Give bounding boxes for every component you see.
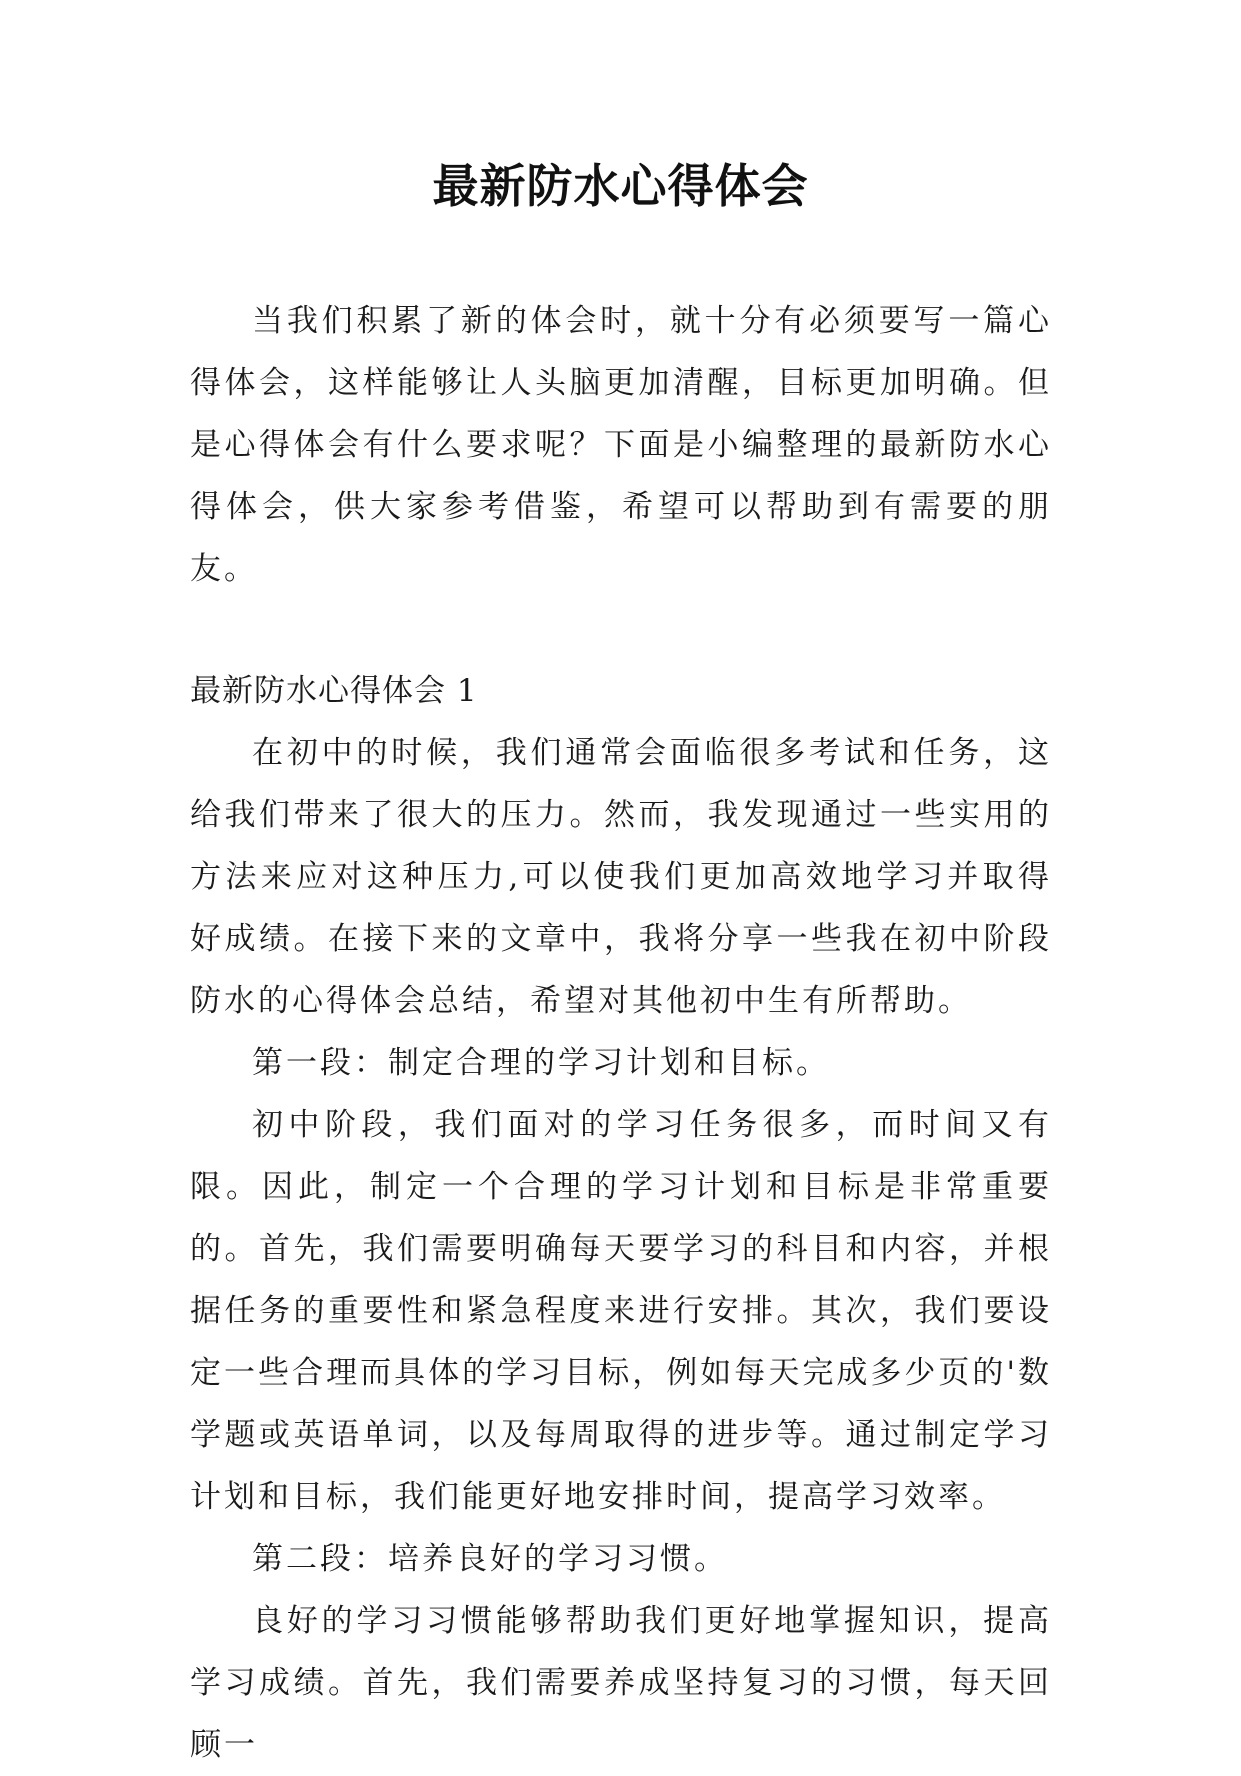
section-heading: 最新防水心得体会 1 <box>190 673 478 709</box>
document-title: 最新防水心得体会 <box>432 159 809 213</box>
body-paragraph: 初中阶段，我们面对的学习任务很多，而时间又有限。因此，制定一个合理的学习计划和目标是非常重要的。首先，我们需要明确每天要学习的科目和内容，并根据任务的重要性和紧急程度来进行安排。其次，我们要设定一些合理而具体的学习目标，例如每天完成多少页的'数学题或英语单词，以及每周取得的进步等。通过制定学习计划和目标，我们能更好地安排时间，提高学习效率。 <box>190 1107 1052 1515</box>
intro-paragraph: 当我们积累了新的体会时，就十分有必须要写一篇心得体会，这样能够让人头脑更加清醒，目标更加明确。但是心得体会有什么要求呢？下面是小编整理的最新防水心得体会，供大家参考借鉴，希望可以帮助到有需要的朋友。 <box>190 303 1052 587</box>
subsection-heading: 第一段：制定合理的学习计划和目标。 <box>252 1045 830 1081</box>
document-body <box>190 290 1052 1776</box>
subsection-heading: 第二段：培养良好的学习习惯。 <box>252 1541 728 1577</box>
body-paragraph: 良好的学习习惯能够帮助我们更好地掌握知识，提高学习成绩。首先，我们需要养成坚持复习的习惯，每天回顾一 <box>190 1603 1052 1763</box>
body-paragraph: 在初中的时候，我们通常会面临很多考试和任务，这给我们带来了很大的压力。然而，我发现通过一些实用的方法来应对这种压力,可以使我们更加高效地学习并取得好成绩。在接下来的文章中，我将分享一些我在初中阶段防水的心得体会总结，希望对其他初中生有所帮助。 <box>190 735 1052 1019</box>
